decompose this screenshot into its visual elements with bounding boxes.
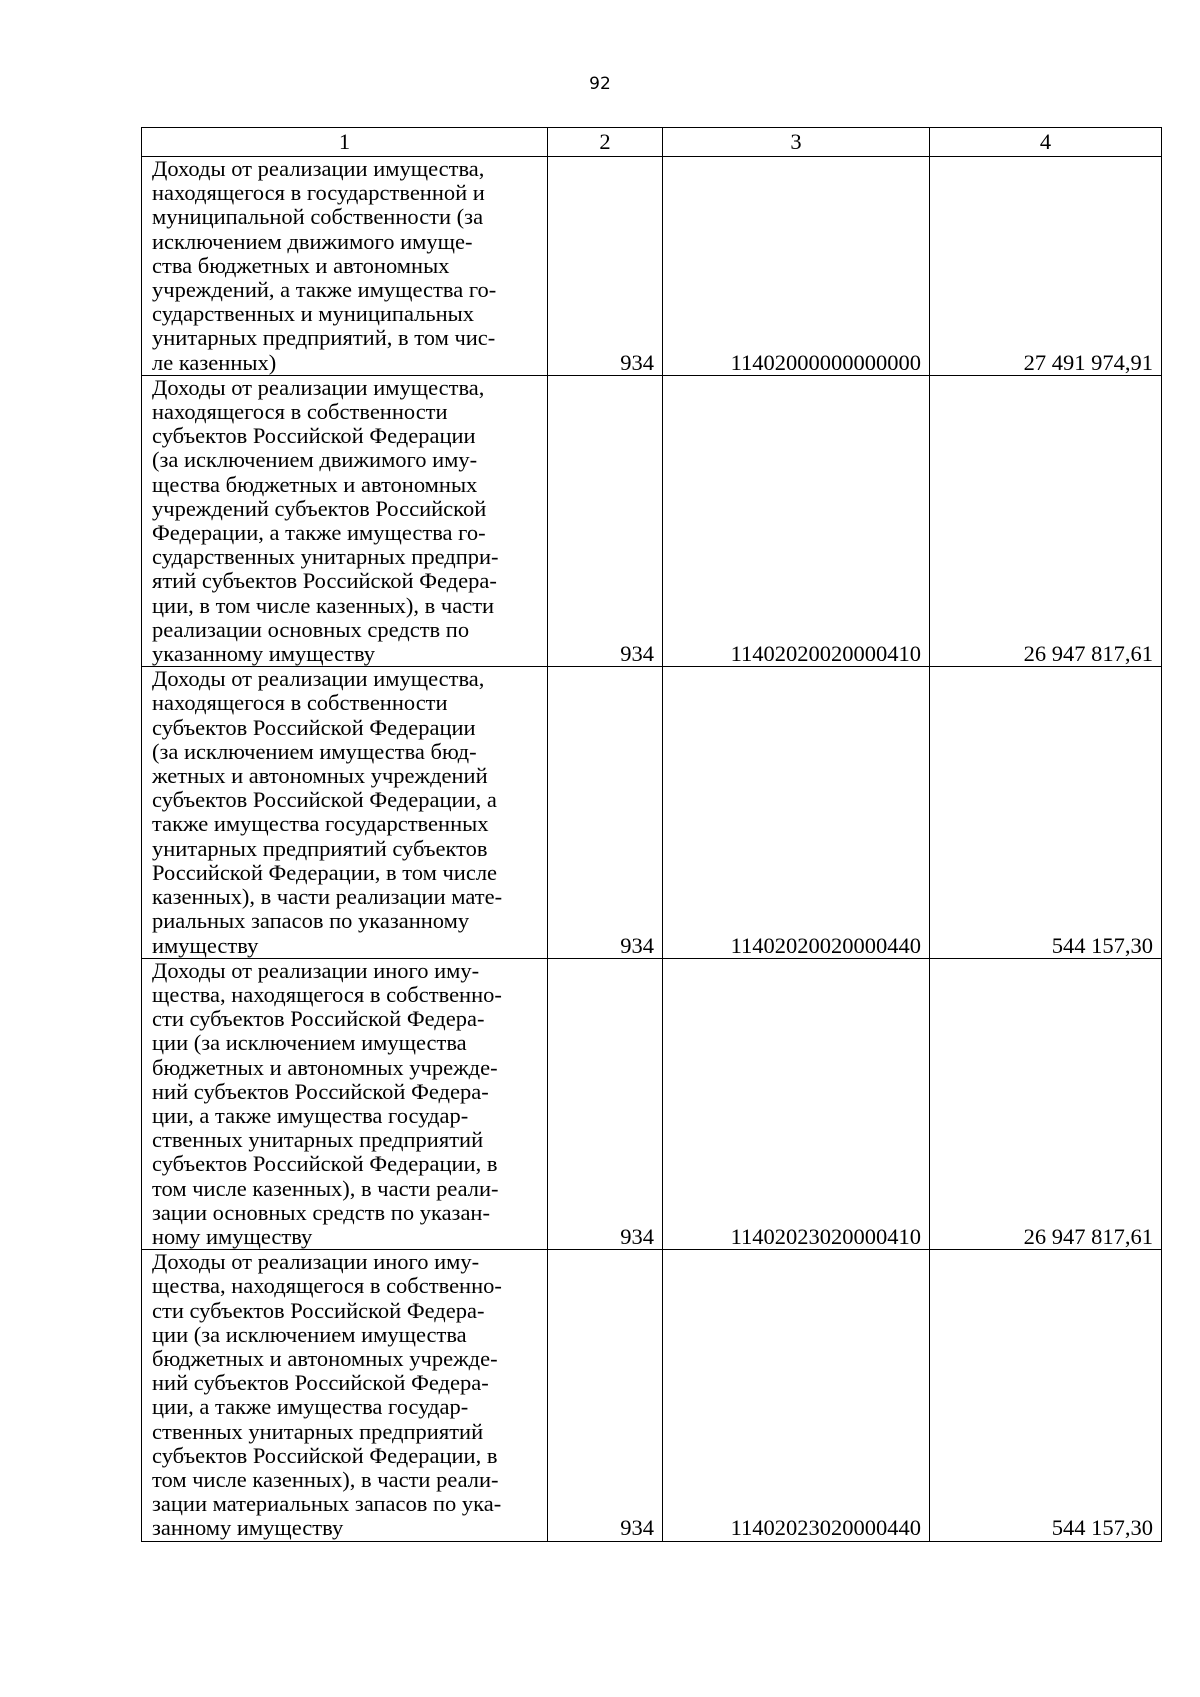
name-line: сударственных унитарных предпри-	[152, 544, 499, 570]
name-line: субъектов Российской Федерации, в	[152, 1442, 498, 1468]
revenue-name-cell	[142, 157, 548, 376]
table-header-row	[142, 128, 1162, 157]
name-line: указанному имуществу	[152, 641, 376, 667]
revenue-name-cell	[142, 667, 548, 958]
name-line: исключением движимого имуще-	[152, 228, 473, 254]
admin-code-cell: 934	[548, 157, 663, 376]
name-line: занному имуществу	[152, 1515, 344, 1541]
name-line: щества, находящегося в собственно-	[152, 1273, 502, 1299]
budget-code-cell: 11402020020000440	[663, 667, 930, 958]
name-line: ции (за исключением имущества	[152, 1030, 467, 1056]
name-line: унитарных предприятий субъектов	[152, 835, 488, 861]
name-line: ятий субъектов Российской Федера-	[152, 568, 497, 594]
name-line: ний субъектов Российской Федера-	[152, 1370, 489, 1396]
name-line: Доходы от реализации имущества,	[152, 666, 485, 692]
table-row	[142, 375, 1162, 666]
name-line: находящегося в собственности	[152, 690, 448, 716]
name-line: ции, в том числе казенных), в части	[152, 592, 495, 618]
revenue-table	[141, 127, 1162, 1542]
name-line: субъектов Российской Федерации	[152, 423, 476, 449]
name-line: том числе казенных), в части реали-	[152, 1175, 499, 1201]
name-line: Доходы от реализации иного иму-	[152, 1249, 480, 1275]
budget-code-cell: 11402023020000440	[663, 1250, 930, 1541]
amount-cell: 27 491 974,91	[930, 157, 1162, 376]
amount-cell: 544 157,30	[930, 1250, 1162, 1541]
name-line: имуществу	[152, 932, 259, 958]
name-line: ственных унитарных предприятий	[152, 1127, 484, 1153]
name-line: (за исключением имущества бюд-	[152, 738, 477, 764]
name-line: сти субъектов Российской Федера-	[152, 1006, 485, 1032]
name-line: ному имуществу	[152, 1223, 313, 1249]
name-line: реализации основных средств по	[152, 616, 470, 642]
name-line: ле казенных)	[152, 349, 277, 375]
name-line: муниципальной собственности (за	[152, 204, 484, 230]
name-line: бюджетных и автономных учрежде-	[152, 1345, 498, 1371]
amount-cell: 26 947 817,61	[930, 958, 1162, 1249]
name-line: находящегося в государственной и	[152, 180, 485, 206]
admin-code-cell: 934	[548, 1250, 663, 1541]
name-line: щества бюджетных и автономных	[152, 471, 478, 497]
admin-code-cell: 934	[548, 958, 663, 1249]
name-line: казенных), в части реализации мате-	[152, 884, 503, 910]
name-line: том числе казенных), в части реали-	[152, 1466, 499, 1492]
name-line: учреждений субъектов Российской	[152, 495, 487, 521]
name-line: ства бюджетных и автономных	[152, 252, 450, 278]
name-line: Доходы от реализации имущества,	[152, 374, 485, 400]
budget-code-cell: 11402020020000410	[663, 375, 930, 666]
budget-code-cell: 11402000000000000	[663, 157, 930, 376]
amount-cell: 26 947 817,61	[930, 375, 1162, 666]
name-line: субъектов Российской Федерации, а	[152, 787, 497, 813]
table-row	[142, 667, 1162, 958]
name-line: унитарных предприятий, в том чис-	[152, 325, 496, 351]
header-cell-1: 1	[142, 128, 548, 157]
name-line: ственных унитарных предприятий	[152, 1418, 484, 1444]
name-line: сти субъектов Российской Федера-	[152, 1297, 485, 1323]
name-line: (за исключением движимого иму-	[152, 447, 478, 473]
name-line: зации основных средств по указан-	[152, 1199, 490, 1225]
name-line: сударственных и муниципальных	[152, 301, 475, 327]
name-line: субъектов Российской Федерации	[152, 714, 476, 740]
name-line: бюджетных и автономных учрежде-	[152, 1054, 498, 1080]
admin-code-cell: 934	[548, 375, 663, 666]
name-line: Доходы от реализации имущества,	[152, 156, 485, 181]
revenue-name-cell	[142, 375, 548, 666]
name-line: зации материальных запасов по ука-	[152, 1491, 502, 1517]
header-cell-4: 4	[930, 128, 1162, 157]
admin-code-cell: 934	[548, 667, 663, 958]
table-row	[142, 958, 1162, 1249]
name-line: учреждений, а также имущества го-	[152, 277, 497, 303]
name-line: риальных запасов по указанному	[152, 908, 470, 934]
table-row	[142, 1250, 1162, 1541]
name-line: также имущества государственных	[152, 811, 489, 837]
header-cell-3: 3	[663, 128, 930, 157]
name-line: Федерации, а также имущества го-	[152, 520, 486, 546]
name-line: щества, находящегося в собственно-	[152, 981, 502, 1007]
name-line: Доходы от реализации иного иму-	[152, 957, 480, 983]
name-line: жетных и автономных учреждений	[152, 763, 488, 789]
name-line: находящегося в собственности	[152, 399, 448, 425]
table-row	[142, 157, 1162, 376]
name-line: Российской Федерации, в том числе	[152, 859, 498, 885]
name-line: ции, а также имущества государ-	[152, 1102, 469, 1128]
header-cell-2: 2	[548, 128, 663, 157]
name-line: субъектов Российской Федерации, в	[152, 1151, 498, 1177]
revenue-name-cell	[142, 1250, 548, 1541]
amount-cell: 544 157,30	[930, 667, 1162, 958]
page-number: 92	[589, 74, 611, 94]
name-line: ний субъектов Российской Федера-	[152, 1078, 489, 1104]
budget-code-cell: 11402023020000410	[663, 958, 930, 1249]
revenue-name-cell	[142, 958, 548, 1249]
name-line: ции (за исключением имущества	[152, 1321, 467, 1347]
name-line: ции, а также имущества государ-	[152, 1394, 469, 1420]
